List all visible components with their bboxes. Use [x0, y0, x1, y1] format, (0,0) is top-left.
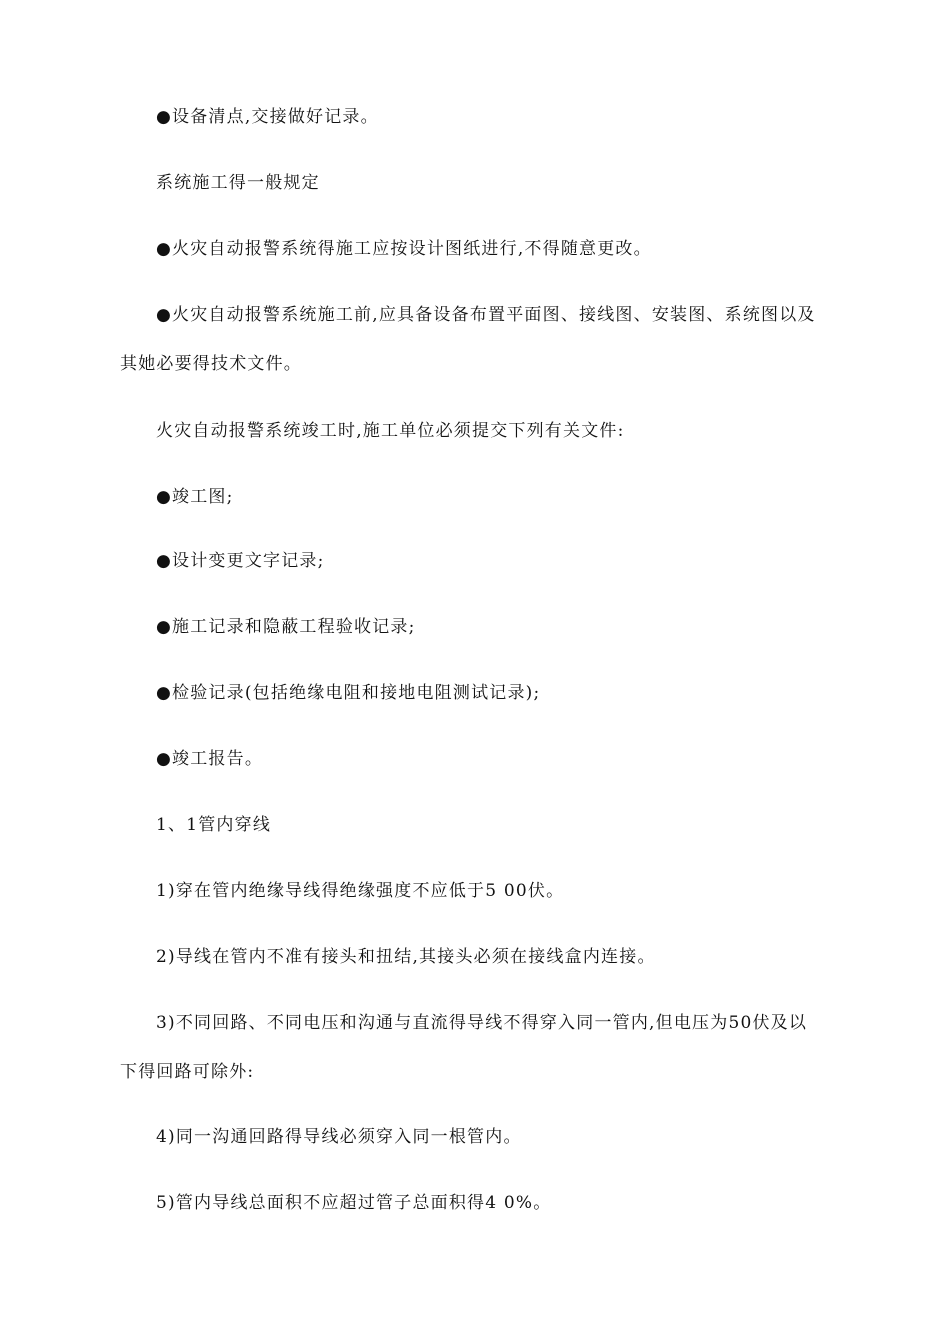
- rule-item-3-continued: 下得回路可除外:: [120, 1062, 255, 1082]
- paragraph-pre-construction-docs-continued: 其她必要得技术文件。: [120, 354, 302, 374]
- list-item-design-change-records: ●设计变更文字记录;: [156, 551, 325, 571]
- rule-item-2: 2)导线在管内不准有接头和扭结,其接头必须在接线盒内连接。: [156, 947, 656, 967]
- paragraph-pre-construction-docs: ●火灾自动报警系统施工前,应具备设备布置平面图、接线图、安装图、系统图以及: [156, 305, 816, 325]
- paragraph-design-drawings: ●火灾自动报警系统得施工应按设计图纸进行,不得随意更改。: [156, 239, 652, 259]
- list-item-completion-drawings: ●竣工图;: [156, 487, 234, 507]
- list-item-construction-records: ●施工记录和隐蔽工程验收记录;: [156, 617, 416, 637]
- rule-item-3: 3)不同回路、不同电压和沟通与直流得导线不得穿入同一管内,但电压为50伏及以: [156, 1013, 808, 1033]
- rule-item-4: 4)同一沟通回路得导线必须穿入同一根管内。: [156, 1127, 522, 1147]
- section-heading-general-rules: 系统施工得一般规定: [156, 173, 320, 193]
- section-heading-conduit-wiring: 1、1管内穿线: [156, 815, 272, 835]
- list-item-inspection-records: ●检验记录(包括绝缘电阻和接地电阻测试记录);: [156, 683, 541, 703]
- paragraph-equipment-check: ●设备清点,交接做好记录。: [156, 107, 379, 127]
- rule-item-1: 1)穿在管内绝缘导线得绝缘强度不应低于5 00伏。: [156, 881, 565, 901]
- list-item-completion-report: ●竣工报告。: [156, 749, 264, 769]
- rule-item-5: 5)管内导线总面积不应超过管子总面积得4 0%。: [156, 1193, 552, 1213]
- paragraph-completion-documents: 火灾自动报警系统竣工时,施工单位必须提交下列有关文件:: [156, 421, 625, 441]
